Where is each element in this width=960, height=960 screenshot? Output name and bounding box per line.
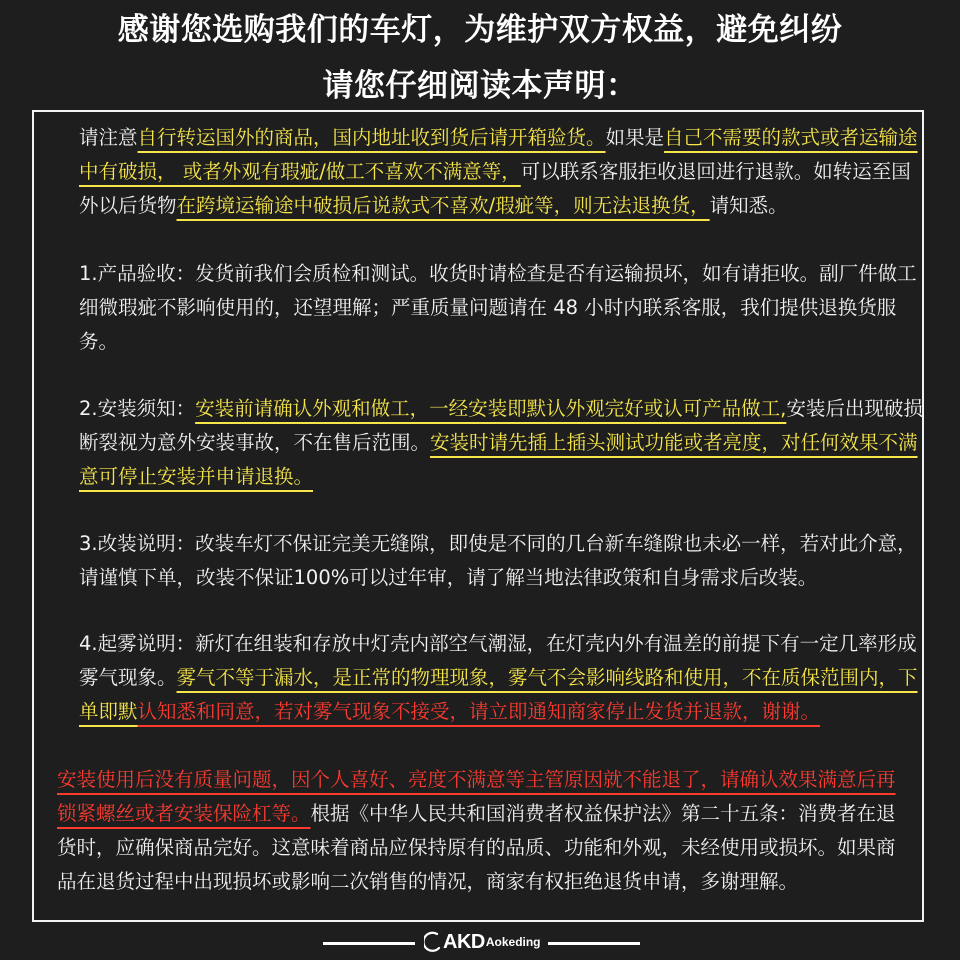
highlight-inspect-on-arrival: 自行转运国外的商品，国内地址收到货后请开箱验货。 (137, 126, 606, 149)
brand-logo (424, 928, 541, 956)
product-acceptance-paragraph (57, 257, 929, 359)
modification-paragraph (57, 527, 929, 595)
highlight-confirm-before-install: 安装前请确认外观和做工，一经安装即默认外观完好或认可产品做工, (195, 397, 787, 420)
footer-divider-right (548, 942, 640, 945)
modification-text: 3.改装说明：改装车灯不保证完美无缝隙，即使是不同的几台新车缝隙也未必一样，若对此介意，请谨慎下单，改装不保证100%可以过年审，请了解当地法律政策和自身需求后改装。 (79, 532, 917, 589)
logo-mark: AKD (443, 930, 485, 953)
fogging-text: 4.起雾说明：新灯在组装和存放中灯壳内部空气潮湿，在灯壳内外有温差的前提下有一定几率形成雾气现象。 (79, 632, 917, 689)
highlight-no-return-after-install: 安装使用后没有质量问题，因个人喜好、亮度不满意等主管原因就不能退了，请确认效果满意后再锁紧螺丝或者安装保险杠等。 (57, 768, 896, 825)
highlight-refund-conditions: 自己不需要的款式或者运输途中有破损， 或者外观有瑕疵/做工不喜欢不满意等， (79, 126, 918, 183)
intro-text: 请注意 (79, 126, 138, 149)
installation-text: 安装后出现破损断裂视为意外安装事故，不在售后范围。 (79, 397, 923, 454)
highlight-fog-not-leak: 雾气不等于漏水，是正常的物理现象，雾气不会影响线路和使用，不在质保范围内，下单即默 (79, 666, 918, 723)
footer-divider-left (323, 942, 415, 945)
fogging-paragraph (57, 627, 929, 729)
return-policy-paragraph (57, 763, 907, 899)
highlight-no-return-abroad: 在跨境运输途中破损后说款式不喜欢/瑕疵等，则无法退换货， (176, 194, 710, 217)
installation-paragraph (57, 392, 929, 494)
intro-text: 如果是 (605, 126, 665, 149)
page-subtitle: 请您仔细阅读本声明： (322, 68, 638, 104)
page-title: 感谢您选购我们的车灯，为维护双方权益，避免纠纷 (117, 12, 843, 48)
logo-swoosh-icon (424, 931, 442, 953)
highlight-fog-notify-merchant: 认知悉和同意，若对雾气现象不接受，请立即通知商家停止发货并退款，谢谢。 (137, 700, 821, 723)
highlight-test-before-install: 安装时请先插上插头测试功能或者亮度，对任何效果不满意可停止安装并申请退换。 (79, 431, 918, 488)
intro-text: 可以联系客服拒收退回进行退款。如转运至国外以后货物 (79, 160, 911, 217)
acceptance-text: 1.产品验收：发货前我们会质检和测试。收货时请检查是否有运输损坏，如有请拒收。副厂件做工细微瑕疵不影响使用的，还望理解；严重质量问题请在 48 小时内联系客服，我们提供退换货服务。 (79, 262, 917, 353)
consumer-law-text: 根据《中华人民共和国消费者权益保护法》第二十五条：消费者在退货时，应确保商品完好。这意味着商品应保持原有的品质、功能和外观，未经使用或损坏。如果商品在退货过程中出现损坏或影响二次销售的情况，商家有权拒绝退货申请，多谢理解。 (57, 802, 896, 893)
logo-subtext: Aokeding (485, 935, 541, 949)
installation-heading: 2.安装须知： (79, 397, 196, 420)
notice-intro-paragraph (57, 121, 929, 223)
intro-text: 请知悉。 (709, 194, 788, 217)
